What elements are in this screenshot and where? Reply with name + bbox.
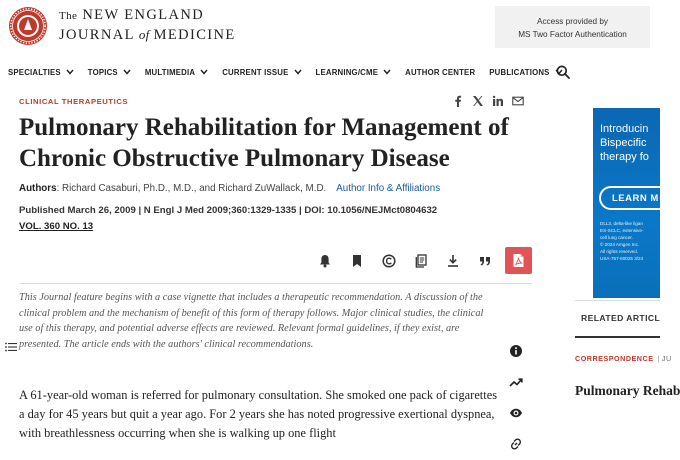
metrics-button[interactable] bbox=[501, 367, 531, 397]
cite-button[interactable] bbox=[469, 249, 501, 273]
masthead-of: of bbox=[138, 26, 150, 42]
section-label[interactable]: CLINICAL THERAPEUTICS bbox=[19, 97, 129, 106]
info-button[interactable] bbox=[501, 336, 531, 366]
nav-label: MULTIMEDIA bbox=[144, 67, 196, 77]
chevron-down-icon bbox=[383, 69, 391, 75]
ad-learn-more-button[interactable]: LEARN M bbox=[599, 186, 679, 210]
ad-fine-5: All rights reserved. bbox=[600, 249, 639, 254]
table-of-contents-icon[interactable] bbox=[5, 342, 17, 352]
link-button[interactable] bbox=[501, 429, 531, 459]
view-button[interactable] bbox=[501, 398, 531, 428]
ad-line-2: Bispecific bbox=[600, 137, 647, 149]
author-info-link[interactable]: Author Info & Affiliations bbox=[336, 183, 441, 194]
article-abstract: This Journal feature begins with a case vignette that includes a therapeutic recommendation. A discussion of the clinical problem and the mechanism of benefit of this form of therapy follows. Major clinical studies, the clinical use of this therapy, and potential adverse effects are reviewed. Relevant formal guidelines, if they exist, are presented. The article ends with the authors' clinical recommendations. bbox=[19, 292, 484, 351]
search-icon[interactable] bbox=[556, 65, 570, 79]
related-article-title[interactable]: Pulmonary Rehab bbox=[575, 383, 680, 398]
facebook-icon[interactable] bbox=[452, 95, 464, 107]
download-button[interactable] bbox=[437, 249, 469, 273]
x-twitter-icon[interactable] bbox=[472, 95, 484, 107]
nav-label: AUTHOR CENTER bbox=[405, 67, 476, 77]
nav-label: SPECIALTIES bbox=[8, 67, 61, 77]
masthead-logo[interactable] bbox=[59, 8, 236, 42]
ad-line-3: therapy fo bbox=[600, 151, 649, 163]
eye-icon bbox=[509, 406, 523, 420]
nav-learning-cme[interactable] bbox=[316, 68, 392, 77]
divider bbox=[575, 300, 660, 301]
email-icon[interactable] bbox=[512, 95, 524, 107]
nav-author-center[interactable] bbox=[405, 68, 475, 77]
publication-info: Published March 26, 2009 | N Engl J Med 2009;360:1329-1335 | DOI: 10.1056/NEJMct0804632 bbox=[19, 205, 438, 216]
nav-publications[interactable] bbox=[489, 68, 562, 77]
bookmark-icon bbox=[350, 254, 364, 268]
trending-icon bbox=[509, 375, 523, 389]
ad-fine-6: USA-757-80025 3/24 bbox=[600, 256, 644, 261]
linkedin-icon[interactable] bbox=[492, 95, 504, 107]
sidebar-advertisement[interactable] bbox=[593, 108, 660, 298]
floating-tools bbox=[501, 336, 531, 460]
ad-headline bbox=[600, 122, 649, 164]
nav-topics[interactable] bbox=[88, 68, 131, 77]
link-icon bbox=[509, 437, 523, 451]
nejm-seal-logo[interactable] bbox=[8, 6, 48, 46]
document-icon bbox=[414, 254, 428, 268]
related-category bbox=[575, 354, 672, 363]
share-row bbox=[452, 95, 524, 107]
nav-label: PUBLICATIONS bbox=[489, 67, 550, 77]
access-provided-box bbox=[495, 6, 650, 48]
ad-fine-3: cell lung cancer. bbox=[600, 235, 633, 240]
article-title: Pulmonary Rehabilitation for Management of Chronic Obstructive Pulmonary Disease bbox=[19, 114, 509, 172]
download-icon bbox=[446, 254, 460, 268]
ad-fine-print bbox=[600, 220, 643, 262]
chevron-down-icon bbox=[123, 69, 131, 75]
authors-names: : Richard Casaburi, Ph.D., M.D., and Richard ZuWallack, M.D. bbox=[56, 183, 327, 194]
ad-fine-2: ES-SCLC, extensive- bbox=[600, 228, 644, 233]
pdf-button[interactable] bbox=[505, 247, 532, 274]
masthead-the: The bbox=[59, 10, 78, 22]
ad-fine-4: © 2024 Amgen Inc. bbox=[600, 242, 640, 247]
pdf-icon bbox=[512, 253, 525, 268]
masthead-medicine: MEDICINE bbox=[153, 26, 236, 43]
chevron-down-icon bbox=[66, 69, 74, 75]
authors-label: Authors bbox=[19, 183, 57, 194]
access-line-2: MS Two Factor Authentication bbox=[518, 30, 627, 39]
nav-current-issue[interactable] bbox=[222, 68, 301, 77]
article-toolbar bbox=[309, 249, 501, 273]
permissions-button[interactable] bbox=[373, 249, 405, 273]
citation-tools-button[interactable] bbox=[405, 249, 437, 273]
chevron-down-icon bbox=[294, 69, 302, 75]
nav-specialties[interactable] bbox=[8, 68, 74, 77]
bell-icon bbox=[318, 254, 332, 268]
quote-icon bbox=[478, 254, 492, 268]
copyright-icon bbox=[382, 254, 396, 268]
volume-link[interactable]: VOL. 360 NO. 13 bbox=[19, 221, 94, 232]
nav-label: CURRENT ISSUE bbox=[222, 67, 289, 77]
ad-fine-1: DLL3, delta-like ligan bbox=[600, 221, 643, 226]
masthead-line1: NEW ENGLAND bbox=[82, 7, 205, 23]
ad-line-1: Introducin bbox=[600, 123, 649, 135]
access-line-1: Access provided by bbox=[537, 17, 608, 26]
divider bbox=[575, 336, 660, 338]
related-category-label: CORRESPONDENCE bbox=[575, 354, 654, 363]
nav-label: TOPICS bbox=[87, 67, 118, 77]
authors-line bbox=[19, 183, 440, 194]
related-category-date: JU bbox=[661, 354, 672, 363]
related-articles-heading: RELATED ARTICL bbox=[581, 313, 661, 323]
chevron-down-icon bbox=[200, 69, 208, 75]
alert-button[interactable] bbox=[309, 249, 341, 273]
divider bbox=[19, 283, 532, 284]
nav-label: LEARNING/CME bbox=[315, 67, 379, 77]
masthead-journal: JOURNAL bbox=[59, 26, 135, 43]
article-body: A 61-year-old woman is referred for pulmonary consultation. She smoked one pack of cigarettes a day for 45 years but quit a year ago. For 2 years she has noted progressive exertional dyspnea, with breathlessness occurring when she is walking up one flight bbox=[19, 388, 498, 440]
separator: | bbox=[657, 354, 660, 363]
save-button[interactable] bbox=[341, 249, 373, 273]
info-icon bbox=[509, 344, 523, 358]
nav-multimedia[interactable] bbox=[145, 68, 208, 77]
